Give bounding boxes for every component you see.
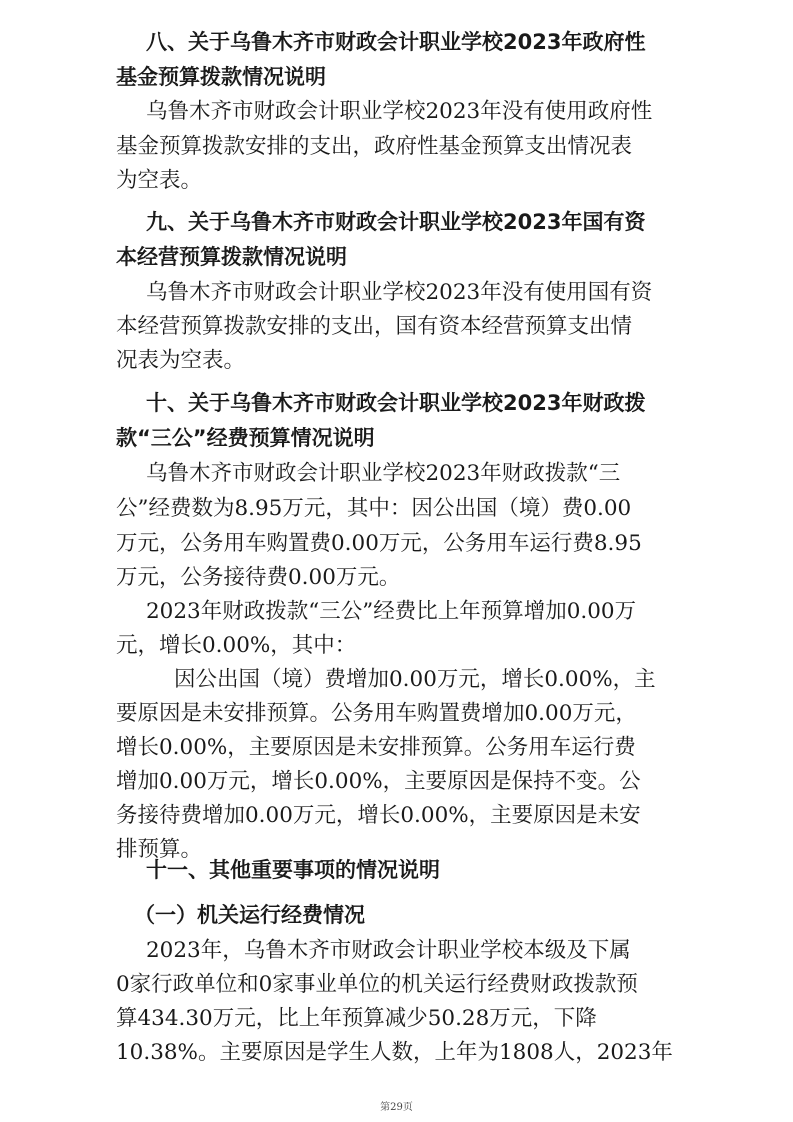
section-9-heading-line-2: 本经营预算拨款情况说明 bbox=[116, 245, 347, 269]
section-11-body-line: 0家行政单位和0家事业单位的机关运行经费财政拨款预 bbox=[116, 972, 638, 997]
section-10-body-line: 要原因是未安排预算。公务用车购置费增加0.00万元， bbox=[116, 701, 637, 726]
section-11-body-line: 10.38%。主要原因是学生人数，上年为1808人，2023年 bbox=[116, 1040, 673, 1065]
section-8-heading-line-2: 基金预算拨款情况说明 bbox=[116, 65, 326, 89]
section-10-heading-line-1: 十、关于乌鲁木齐市财政会计职业学校2023年财政拨 bbox=[146, 391, 646, 415]
section-10-body-line: 因公出国（境）费增加0.00万元，增长0.00%，主 bbox=[174, 667, 656, 692]
section-10-body-line: 增长0.00%，主要原因是未安排预算。公务用车运行费 bbox=[116, 735, 636, 760]
section-9-body-line: 况表为空表。 bbox=[116, 348, 246, 373]
section-10-body-line: 增加0.00万元，增长0.00%，主要原因是保持不变。公 bbox=[116, 769, 641, 794]
section-10-heading-line-2: 款“三公”经费预算情况说明 bbox=[116, 426, 375, 450]
section-11-heading: 十一、其他重要事项的情况说明 bbox=[146, 858, 440, 882]
section-9-body-line: 本经营预算拨款安排的支出，国有资本经营预算支出情 bbox=[116, 314, 633, 339]
section-11-subheading: （一）机关运行经费情况 bbox=[134, 903, 365, 927]
section-10-body-line: 万元，公务接待费0.00万元。 bbox=[116, 565, 401, 590]
section-10-body-line: 元，增长0.00%，其中： bbox=[116, 633, 357, 658]
section-10-body-line: 排预算。 bbox=[116, 837, 203, 862]
section-11-body-line: 算434.30万元，比上年预算减少50.28万元，下降 bbox=[116, 1006, 597, 1031]
section-10-body-line: 乌鲁木齐市财政会计职业学校2023年财政拨款“三 bbox=[146, 461, 621, 486]
section-11-body-line: 2023年，乌鲁木齐市财政会计职业学校本级及下属 bbox=[146, 938, 631, 963]
section-8-heading-line-1: 八、关于乌鲁木齐市财政会计职业学校2023年政府性 bbox=[146, 30, 646, 54]
section-10-body-line: 2023年财政拨款“三公”经费比上年预算增加0.00万 bbox=[146, 599, 637, 624]
section-10-body-line: 务接待费增加0.00万元，增长0.00%，主要原因是未安 bbox=[116, 803, 641, 828]
section-8-body-line: 乌鲁木齐市财政会计职业学校2023年没有使用政府性 bbox=[146, 99, 653, 124]
section-8-body-line: 基金预算拨款安排的支出，政府性基金预算支出情况表 bbox=[116, 134, 633, 159]
section-10-body-line: 万元，公务用车购置费0.00万元，公务用车运行费8.95 bbox=[116, 531, 642, 556]
section-10-body-line: 公”经费数为8.95万元，其中：因公出国（境）费0.00 bbox=[116, 496, 632, 521]
section-9-heading-line-1: 九、关于乌鲁木齐市财政会计职业学校2023年国有资 bbox=[146, 210, 646, 234]
section-8-body-line: 为空表。 bbox=[116, 168, 203, 193]
page-number: 第29页 bbox=[380, 1102, 413, 1113]
section-9-body-line: 乌鲁木齐市财政会计职业学校2023年没有使用国有资 bbox=[146, 280, 653, 305]
